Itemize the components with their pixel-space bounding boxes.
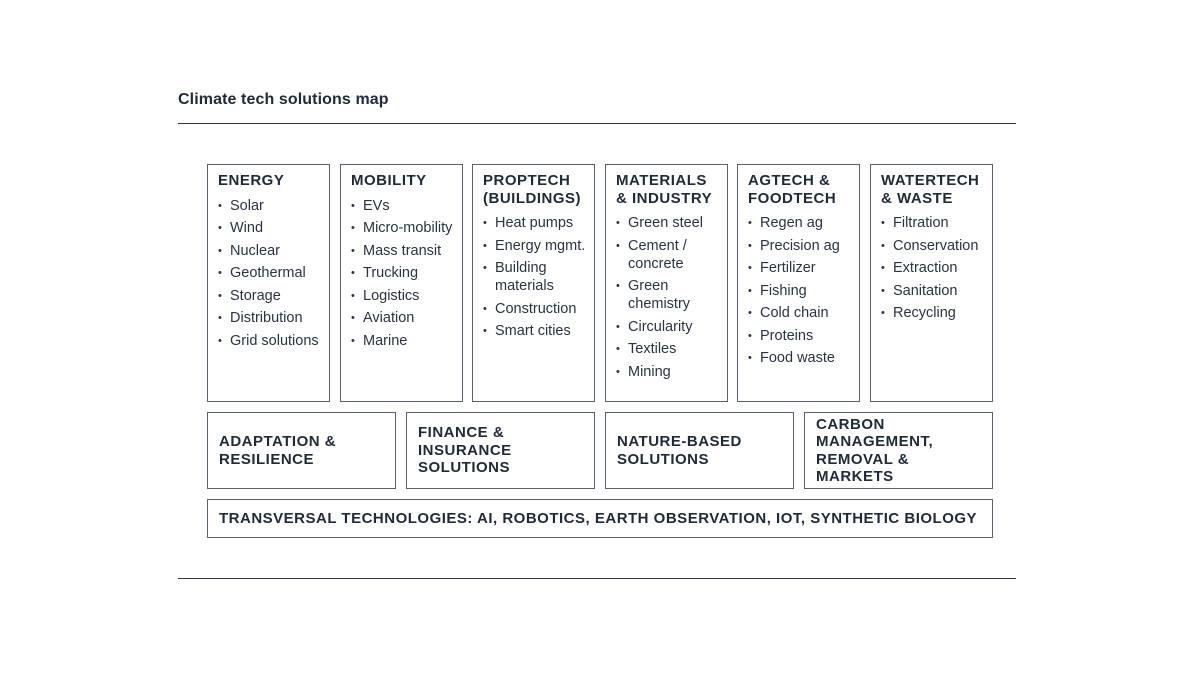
carbon-management-box xyxy=(804,412,993,489)
box-label: FINANCE & INSURANCE SOLUTIONS xyxy=(418,424,512,477)
box-label: TRANSVERSAL TECHNOLOGIES: AI, ROBOTICS, EARTH OBSERVATION, IOT, SYNTHETIC BIOLOGY xyxy=(219,510,978,527)
list-item: • Recycling xyxy=(881,304,984,322)
category-energy xyxy=(207,164,330,402)
category-title: MOBILITY xyxy=(351,172,427,189)
page-title: Climate tech solutions map xyxy=(178,91,389,108)
list-item: • Fertilizer xyxy=(748,259,851,277)
list-item: • Sanitation xyxy=(881,282,984,300)
list-item: • Circularity xyxy=(616,318,719,336)
list-item: • Mining xyxy=(616,363,719,381)
list-item: • Distribution xyxy=(218,309,321,327)
list-item: • Mass transit xyxy=(351,242,454,260)
list-item: • Aviation xyxy=(351,309,454,327)
list-item: • EVs xyxy=(351,197,454,215)
category-materials-industry xyxy=(605,164,728,402)
top-divider xyxy=(178,123,1016,124)
nature-based-box xyxy=(605,412,794,489)
bottom-divider xyxy=(178,578,1016,579)
list-item: • Proteins xyxy=(748,327,851,345)
list-item: • Cold chain xyxy=(748,304,851,322)
list-item: • Solar xyxy=(218,197,321,215)
list-item: • Heat pumps xyxy=(483,214,586,232)
list-item: • Regen ag xyxy=(748,214,851,232)
list-item: • Grid solutions xyxy=(218,332,321,350)
list-item: • Food waste xyxy=(748,349,851,367)
category-proptech xyxy=(472,164,595,402)
list-item: • Logistics xyxy=(351,287,454,305)
list-item: • Green steel xyxy=(616,214,719,232)
list-item: • Storage xyxy=(218,287,321,305)
list-item: • Conservation xyxy=(881,237,984,255)
category-mobility xyxy=(340,164,463,402)
category-title: ENERGY xyxy=(218,172,285,189)
list-item: • Nuclear xyxy=(218,242,321,260)
list-item: • Cement / concrete xyxy=(616,237,719,273)
category-title: AGTECH & FOODTECH xyxy=(748,172,837,207)
list-item: • Energy mgmt. xyxy=(483,237,586,255)
list-item: • Marine xyxy=(351,332,454,350)
box-label: CARBON MANAGEMENT, REMOVAL & MARKETS xyxy=(816,415,934,485)
list-item: • Filtration xyxy=(881,214,984,232)
list-item: • Smart cities xyxy=(483,322,586,340)
list-item: • Geothermal xyxy=(218,264,321,282)
adaptation-resilience-box xyxy=(207,412,396,489)
list-item: • Extraction xyxy=(881,259,984,277)
category-title: PROPTECH (BUILDINGS) xyxy=(483,172,581,207)
list-item: • Precision ag xyxy=(748,237,851,255)
box-label: NATURE-BASED SOLUTIONS xyxy=(617,433,742,468)
box-label: ADAPTATION & RESILIENCE xyxy=(219,433,337,468)
list-item: • Wind xyxy=(218,219,321,237)
category-watertech-waste xyxy=(870,164,993,402)
transversal-technologies-box xyxy=(207,499,993,538)
list-item: • Textiles xyxy=(616,340,719,358)
list-item: • Trucking xyxy=(351,264,454,282)
list-item: • Construction xyxy=(483,300,586,318)
list-item: • Micro-mobility xyxy=(351,219,454,237)
category-title: WATERTECH & WASTE xyxy=(881,172,980,207)
list-item: • Green chemistry xyxy=(616,277,719,313)
finance-insurance-box xyxy=(406,412,595,489)
category-agtech-foodtech xyxy=(737,164,860,402)
category-title: MATERIALS & INDUSTRY xyxy=(616,172,713,207)
list-item: • Fishing xyxy=(748,282,851,300)
list-item: • Building materials xyxy=(483,259,586,295)
